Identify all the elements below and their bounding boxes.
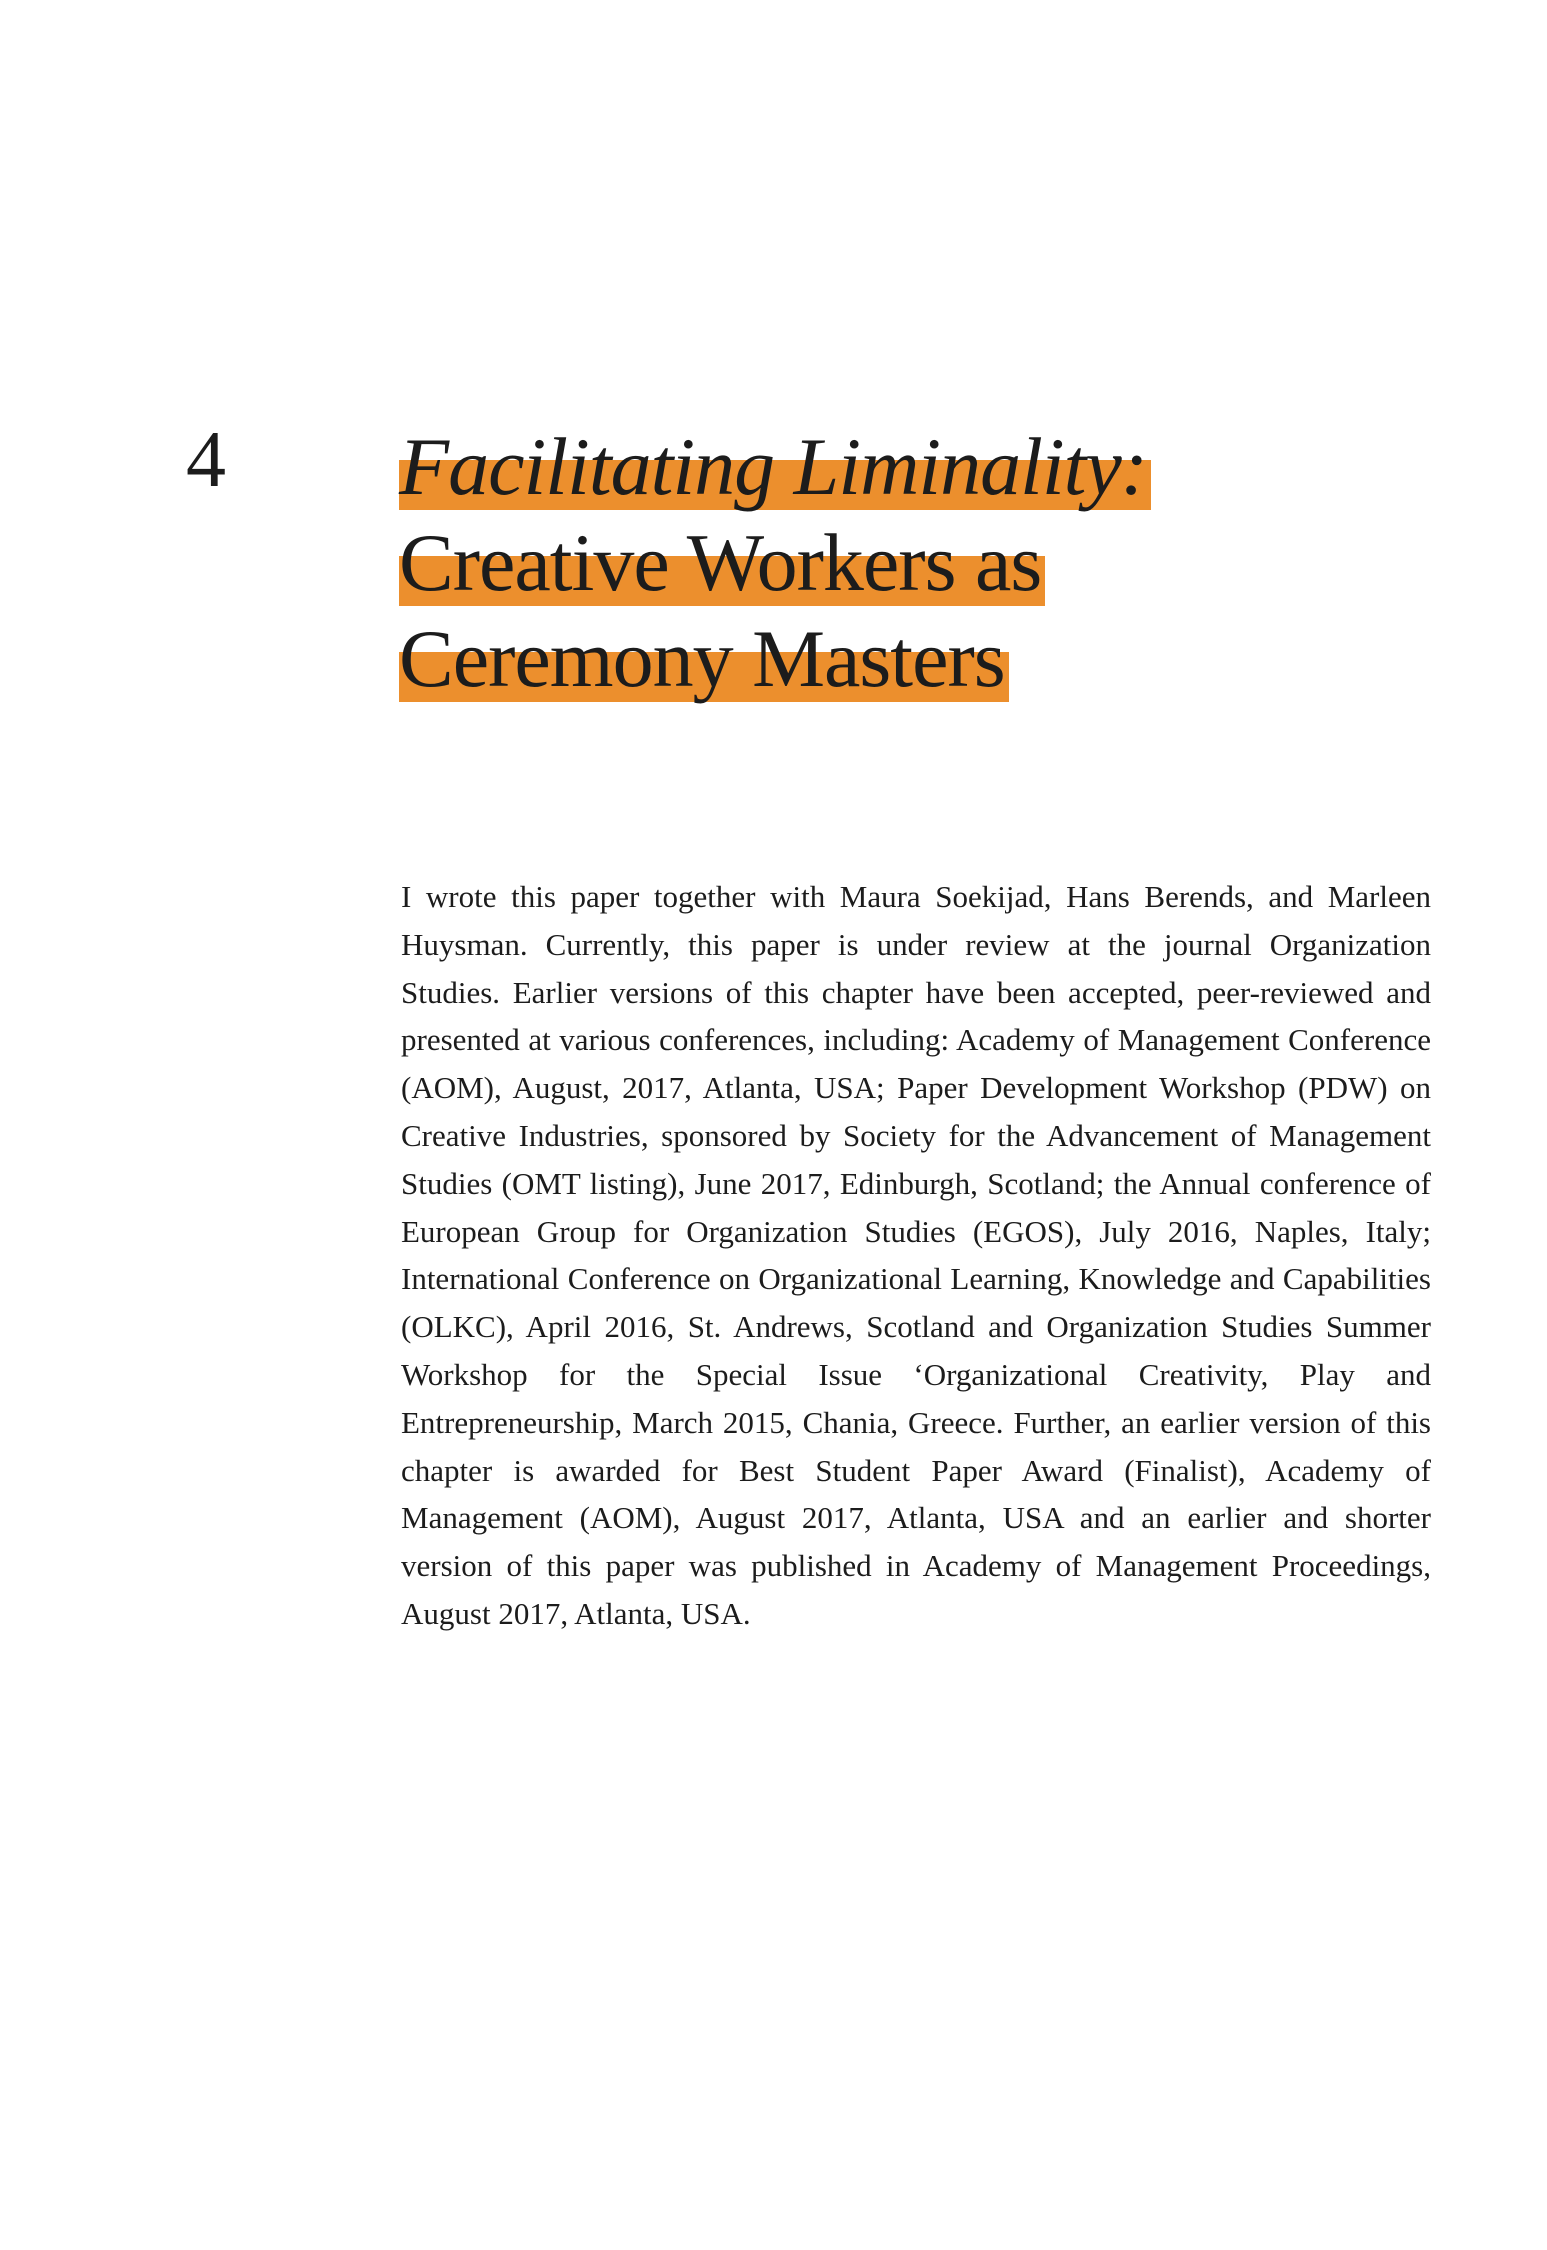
chapter-title-line-2: Creative Workers as [399, 516, 1045, 610]
chapter-note-paragraph: I wrote this paper together with Maura Soekijad, Hans Berends, and Marleen Huysman. Currently, this paper is under review at the journal Organization Studies. Earlier versions of this chapter have been accepted, peer-reviewed and presented at various conferences, including: Academy of Management Conference (AOM), August, 2017, Atlanta, USA; Paper Development Workshop (PDW) on Creative Industries, sponsored by Society for the Advancement of Management Studies (OMT listing), June 2017, Edinburgh, Scotland; the Annual conference of European Group for Organization Studies (EGOS), July 2016, Naples, Italy; International Conference on Organizational Learning, Knowledge and Capabilities (OLKC), April 2016, St. Andrews, Scotland and Organization Studies Summer Workshop for the Special Issue ‘Organizational Creativity, Play and Entrepreneurship, March 2015, Chania, Greece. Further, an earlier version of this chapter is awarded for Best Student Paper Award (Finalist), Academy of Management (AOM), August 2017, Atlanta, USA and an earlier and shorter version of this paper was published in Academy of Management Proceedings, August 2017, Atlanta, USA. [401, 879, 1431, 1631]
chapter-title [399, 420, 1299, 708]
chapter-title-line-1: Facilitating Liminality: [399, 420, 1151, 514]
chapter-number: 4 [186, 416, 226, 504]
chapter-title-line-3: Ceremony Masters [399, 612, 1009, 706]
